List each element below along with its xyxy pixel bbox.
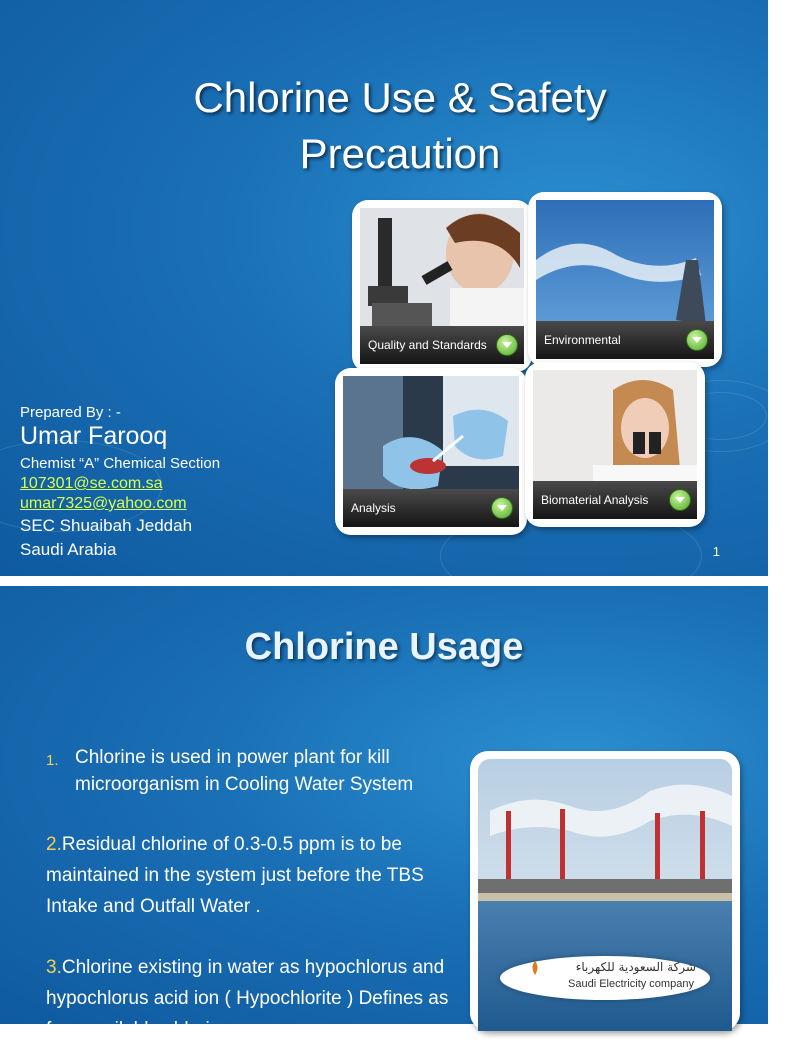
slide-title: Chlorine Usage xyxy=(244,626,524,668)
bullet-text: Chlorine is used in power plant for kill microorganism in Cooling Water System xyxy=(75,747,414,795)
bullet-text: Residual chlorine of 0.3-0.5 ppm is to be maintained in the system just before the TBS Intake and Outfall Water . xyxy=(46,834,424,917)
tile-caption: Environmental xyxy=(536,321,714,359)
location-line-1: SEC Shuaibah Jeddah xyxy=(20,516,193,535)
tile-caption: Analysis xyxy=(343,489,519,527)
bullet-point-3 xyxy=(46,952,466,1045)
logo-english-text: Saudi Electricity company xyxy=(568,978,694,990)
tile-caption: Biomaterial Analysis xyxy=(533,481,697,519)
microscope-woman-image xyxy=(360,208,524,364)
email-link-personal[interactable]: umar7325@yahoo.com xyxy=(20,495,187,512)
logo-mark-icon xyxy=(528,961,542,975)
page-number: 1 xyxy=(712,544,720,559)
logo-arabic-text: شركة السعودية للكهرباء xyxy=(575,960,696,974)
bullet-point-2 xyxy=(46,829,456,922)
tile-biomaterial-analysis xyxy=(525,362,705,527)
title-line-1: Chlorine Use & Safety xyxy=(193,74,607,121)
chevron-down-icon[interactable] xyxy=(491,497,513,519)
bullet-text: Chlorine existing in water as hypochlorus and hypochlorus acid ion ( Hypochlorite ) Defines as free available chlorine xyxy=(46,957,449,1040)
email-work xyxy=(20,475,163,493)
chevron-down-icon[interactable] xyxy=(496,334,518,356)
chevron-down-icon[interactable] xyxy=(669,489,691,511)
author-name: Umar Farooq xyxy=(20,422,168,450)
title-line-2: Precaution xyxy=(299,130,501,177)
tile-quality-standards xyxy=(352,200,532,372)
email-personal xyxy=(20,495,187,513)
power-plant-photo xyxy=(470,751,740,1031)
bullet-number: 2. xyxy=(46,834,62,855)
tile-analysis xyxy=(335,368,527,535)
prepared-by-label: Prepared By : - xyxy=(20,404,121,421)
chlorine-usage-slide xyxy=(0,586,768,1040)
smokestack-image xyxy=(536,200,714,359)
author-position: Chemist “A” Chemical Section xyxy=(20,455,221,472)
slide-title xyxy=(0,70,800,182)
tile-caption: Quality and Standards xyxy=(360,326,524,364)
location-line-2: Saudi Arabia xyxy=(20,540,117,559)
chevron-down-icon[interactable] xyxy=(686,329,708,351)
company-logo xyxy=(500,956,710,1000)
bullet-point-1 xyxy=(46,744,466,795)
lab-pipette-image xyxy=(343,376,519,527)
bullet-number: 1. xyxy=(46,752,59,769)
bullet-number: 3. xyxy=(46,957,62,978)
tile-environmental xyxy=(528,192,722,367)
microscope-girl-image xyxy=(533,370,697,519)
email-link-work[interactable]: 107301@se.com.sa xyxy=(20,475,163,492)
